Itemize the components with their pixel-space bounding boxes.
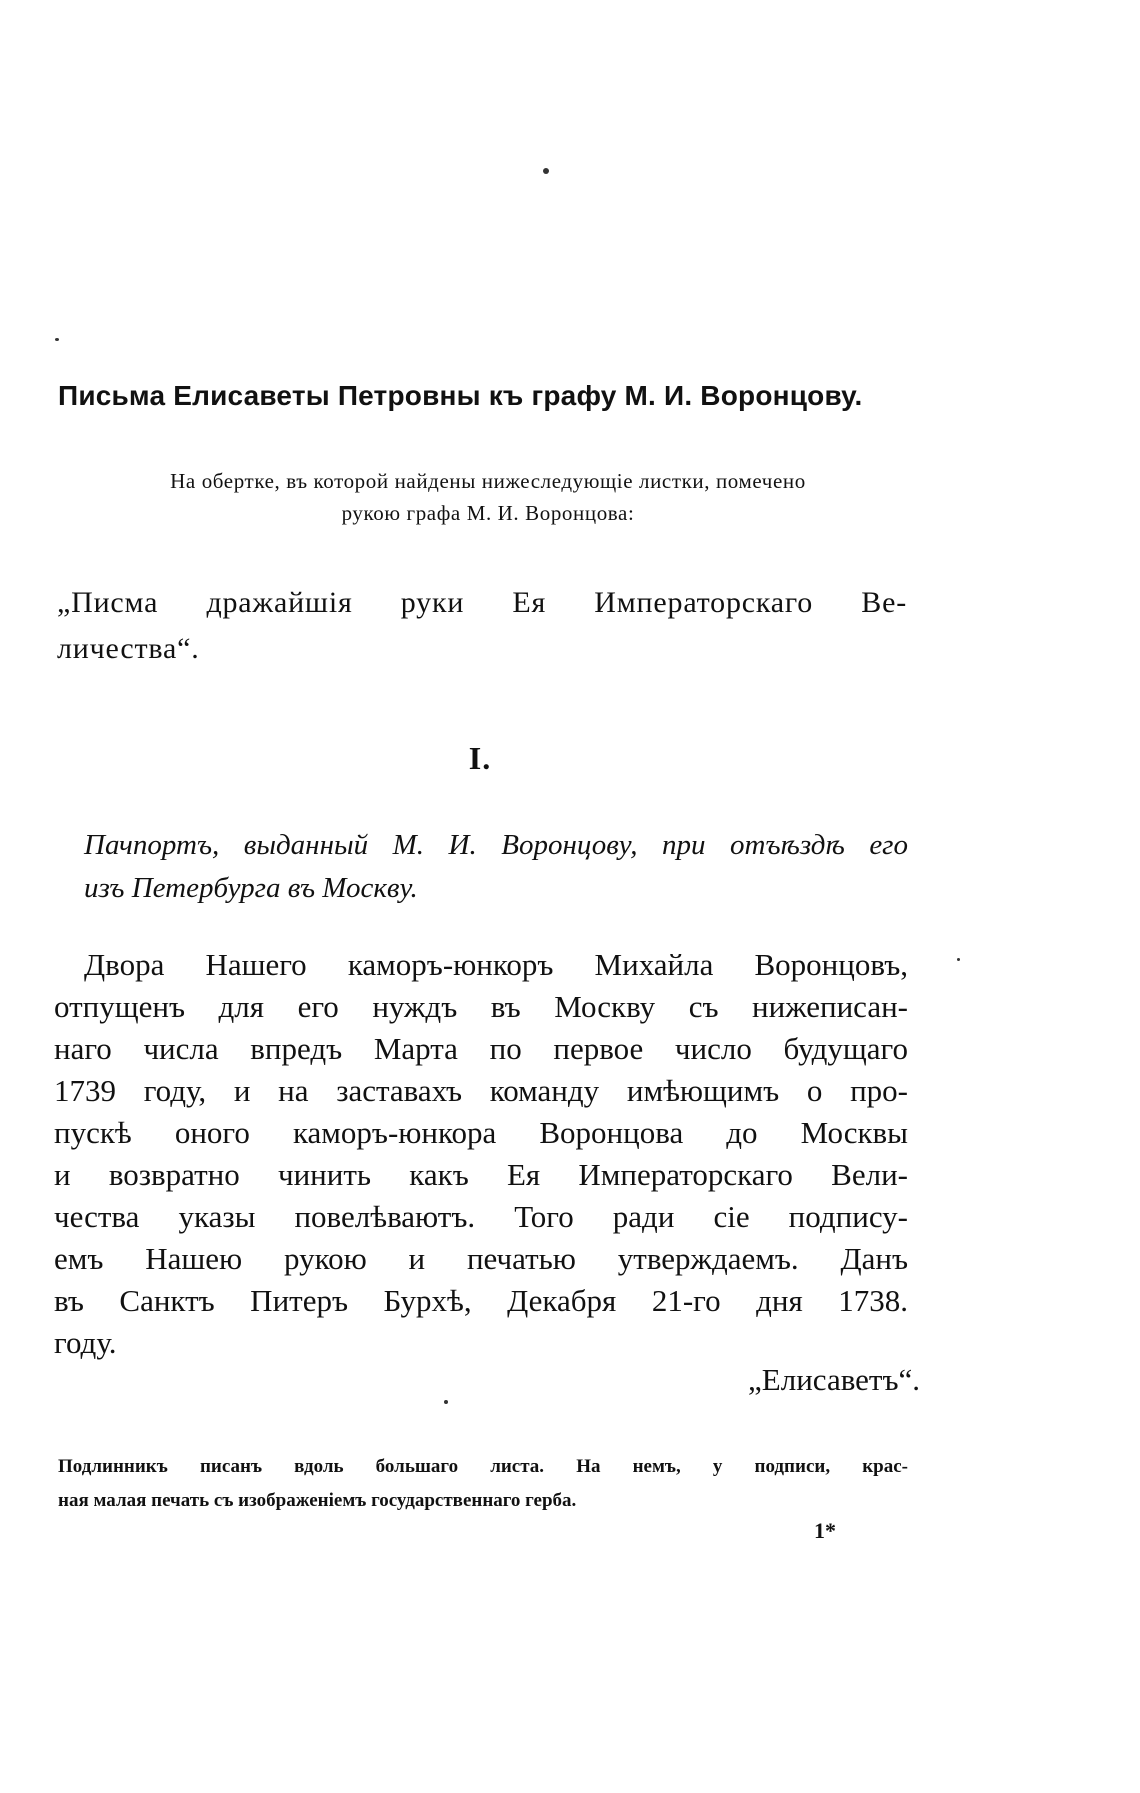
document-title: Письма Елисаветы Петровны къ графу М. И. Воронцову. [58,380,863,411]
envelope-quote [57,580,907,672]
print-speck [444,1400,448,1404]
letter-body [54,944,908,1364]
envelope-quote-line: „Писма дражайшiя руки Ея Императорскаго Ве- [57,586,907,619]
section-subtitle-line: изъ Петербурга въ Москву. [84,872,418,904]
footnote-line: ная малая печать съ изображенiемъ государственнаго герба. [58,1490,577,1511]
signature: „Елисаветъ“. [748,1362,920,1397]
letter-body-line: Двора Нашего каморъ-юнкоръ Михайла Воронцовъ, [84,947,908,982]
letter-body-line: отпущенъ для его нуждъ въ Москву съ нижеписан- [54,989,908,1024]
letter-body-line: чества указы повелѣваютъ. Того ради сiе подпису- [54,1199,908,1234]
envelope-note-line: На обертке, въ которой найдены нижеследующiе листки, помечено [170,469,806,493]
section-numeral: I. [468,740,492,776]
letter-body-line: въ Санктъ Питеръ Бурхѣ, Декабря 21-го дня 1738. [54,1283,908,1318]
footnote [58,1450,908,1518]
envelope-quote-line: личества“. [57,632,200,665]
letter-body-line: пускѣ оного каморъ-юнкора Воронцова до Москвы [54,1115,908,1150]
letter-body-line: году. [54,1325,117,1360]
print-speck [543,168,549,174]
envelope-note [68,465,908,529]
letter-body-line: емъ Нашею рукою и печатью утверждаемъ. Данъ [54,1241,908,1276]
print-speck [55,338,59,341]
section-subtitle-line: Пачпортъ, выданный М. И. Воронцову, при отъѣздѣ его [84,829,908,861]
page-number: 1* [814,1518,836,1543]
envelope-note-line: рукою графа М. И. Воронцова: [341,501,635,525]
section-subtitle [84,824,908,910]
print-speck [957,958,960,961]
footnote-line: Подлинникъ писанъ вдоль большаго листа. На немъ, у подписи, крас- [58,1456,908,1477]
letter-body-line: 1739 году, и на заставахъ команду имѣющимъ о про- [54,1073,908,1108]
letter-body-line: и возвратно чинить какъ Ея Императорскаго Вели- [54,1157,908,1192]
letter-body-line: наго числа впредъ Марта по первое число будущаго [54,1031,908,1066]
